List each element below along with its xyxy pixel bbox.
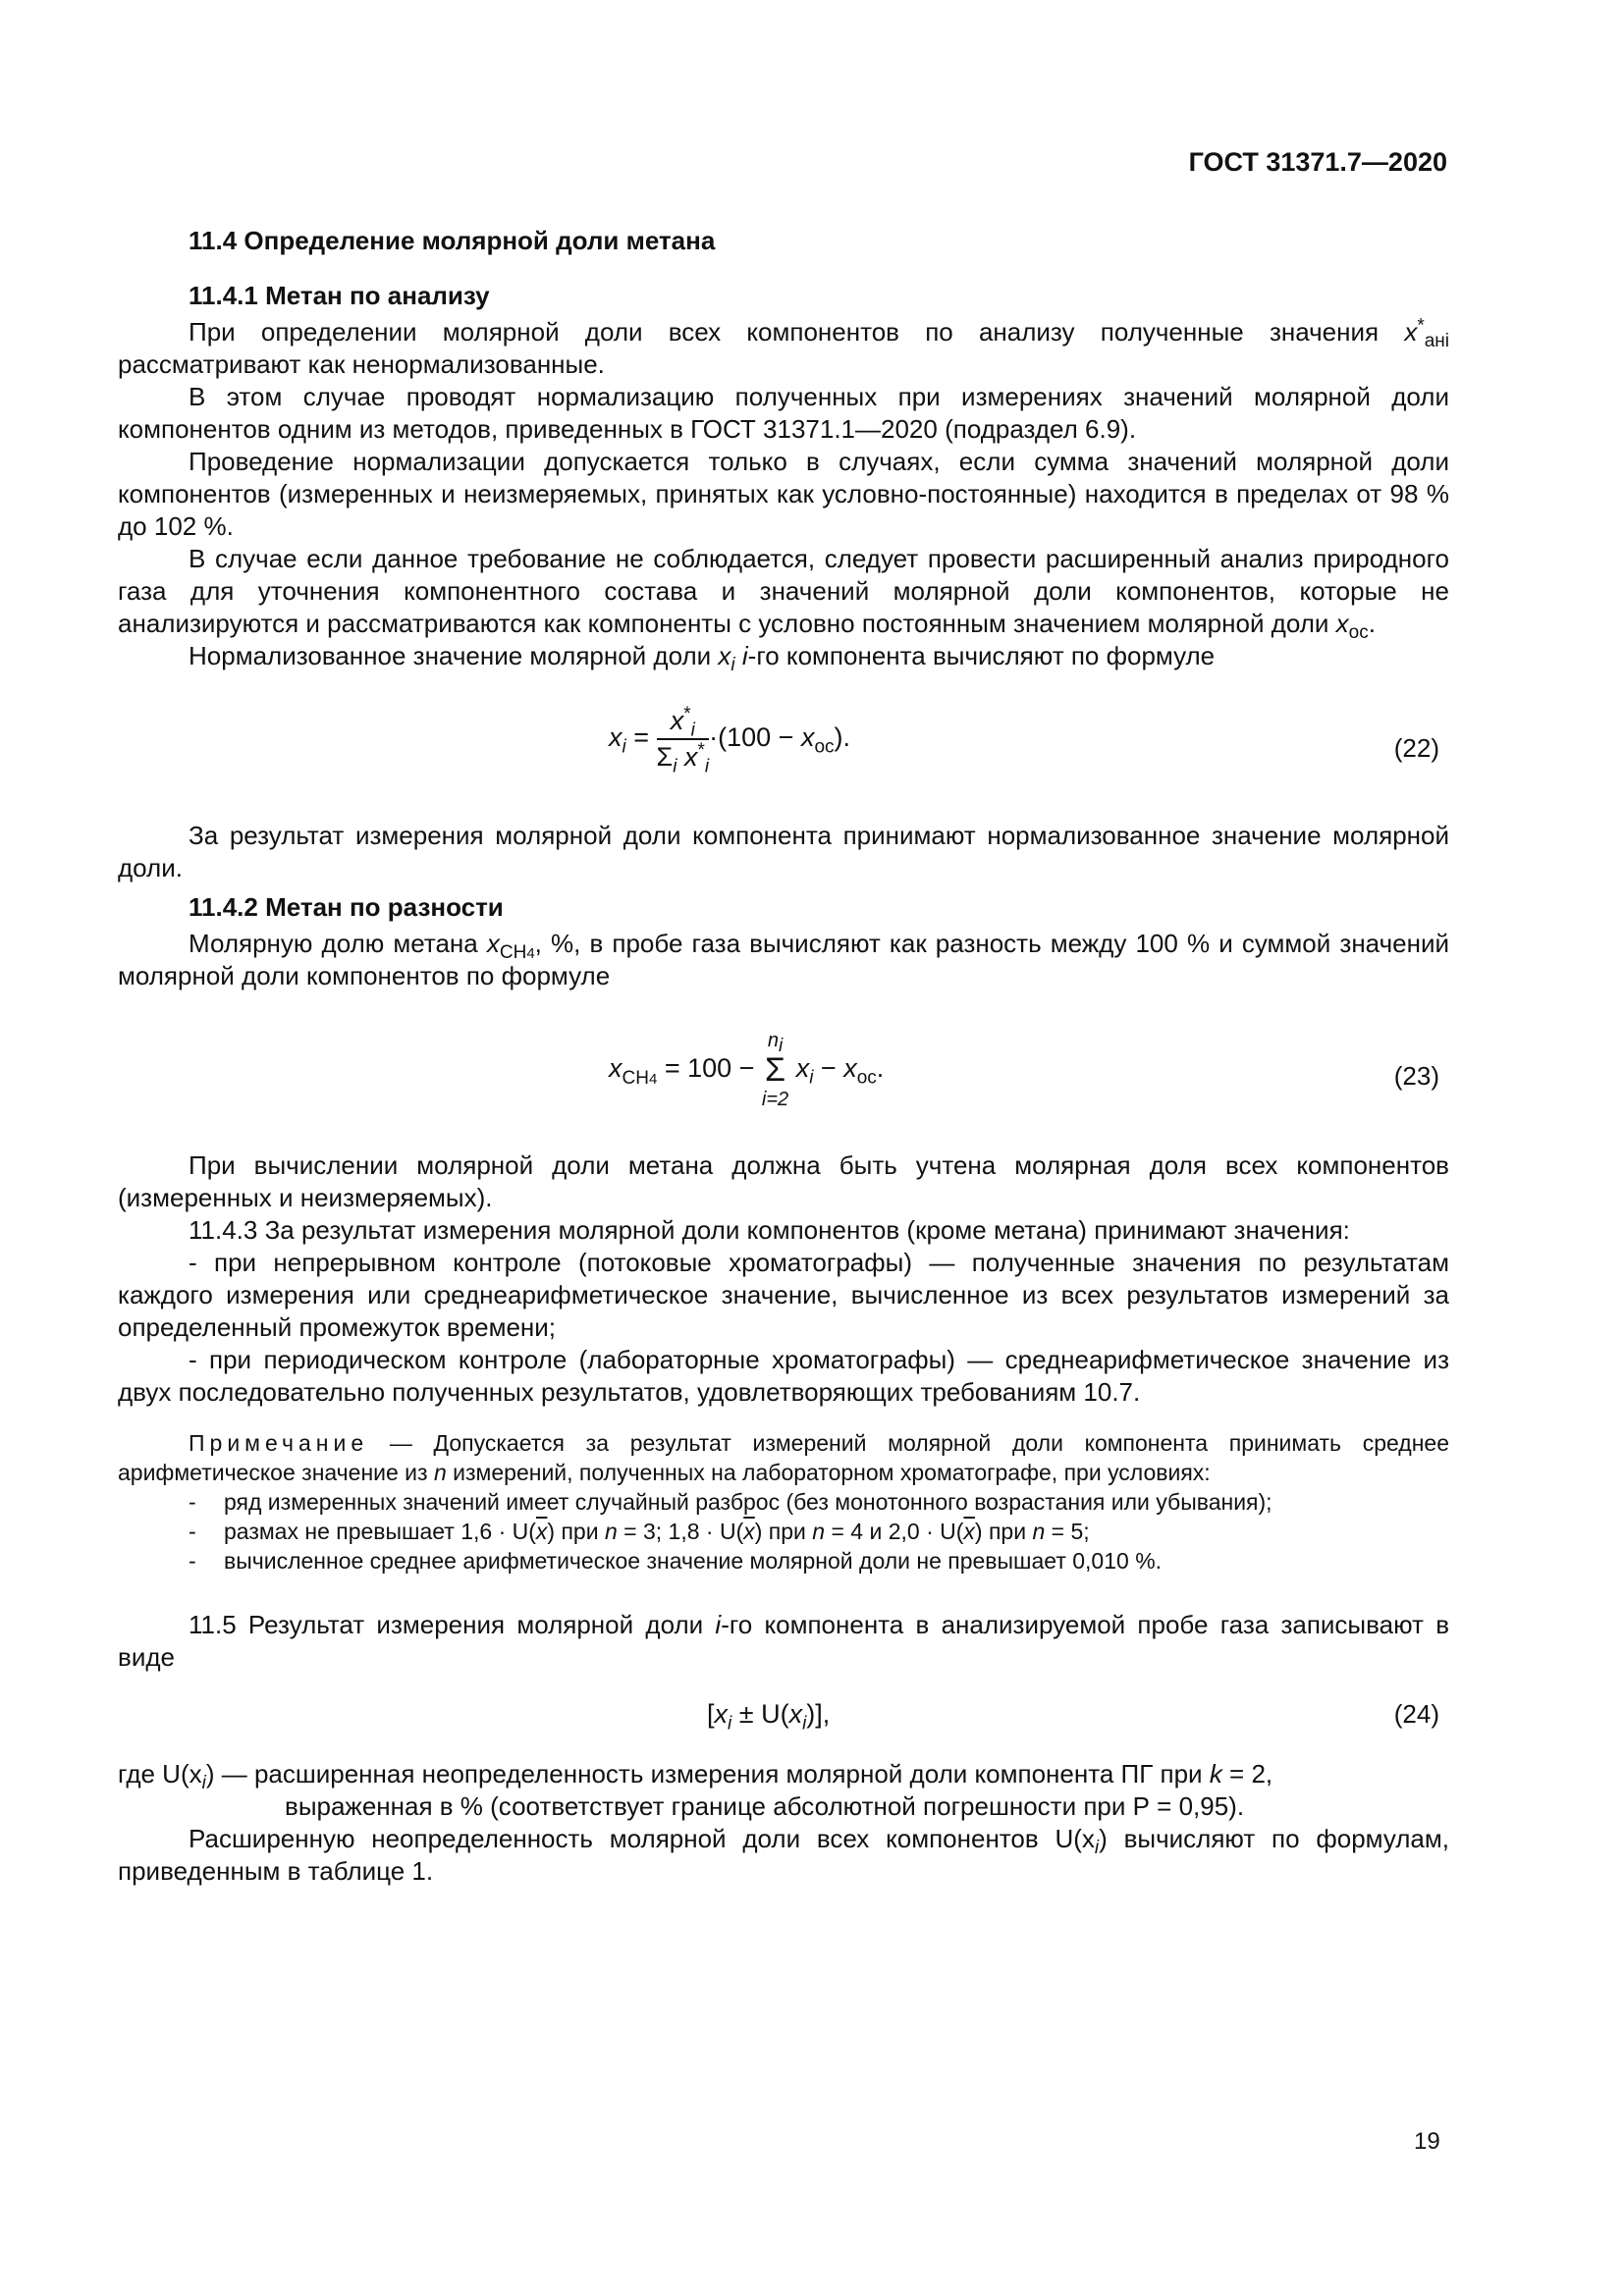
paragraph-result-normalized: За результат измерения молярной доли компонента принимают нормализованное значение молярной доли. — [118, 821, 1449, 882]
formula-24-number: (24) — [1393, 1699, 1439, 1729]
section-title-11-4: 11.4 Определение молярной доли метана — [189, 226, 716, 255]
formula-24 — [118, 1674, 1449, 1758]
paragraph-non-normalized: При определении молярной доли всех компонентов по анализу полученные значения $x^*_{анi}$ рассматривают как ненормализованные. — [118, 315, 1449, 379]
formula-23-sum: $n_i$ Σ i=2 — [761, 1030, 789, 1110]
note-item: - вычисленное среднее арифметическое значение молярной доли не превышает 0,010 %. — [189, 1548, 1163, 1574]
note-item: - размах не превышает $1,6 \cdot U(\overline{x})$ при n = 3; $1,8 \cdot U(\overline{x})$ при n = 4 и $2,0 \cdot U(\overline{x})$ при n = 5; — [189, 1519, 1090, 1544]
paragraph-11-5: 11.5 Результат измерения молярной доли i-го компонента в анализируемой пробе газа записывают в виде — [118, 1610, 1450, 1672]
subsection-title-11-4-1: 11.4.1 Метан по анализу — [189, 281, 490, 310]
note-item: - ряд измеренных значений имеет случайный разброс (без монотонного возрастания или убывания); — [189, 1489, 1272, 1515]
note-label: Примечание — [189, 1430, 369, 1456]
formula-24-expression: $[x_i \pm U(x_i)]$, — [707, 1699, 831, 1735]
paragraph-continuous-control: - при непрерывном контроле (потоковые хроматографы) — полученные значения по результатам каждого измерения или среднеарифметическое значение, вычисленное из всех результатов измерений за определенный промежуток времени; — [118, 1248, 1449, 1342]
formula-22-expression: $x_i$ = $\frac{x^*_i}{\Sigma_i x^*_i}$ $\cdot(100 - x_{ос})$. — [609, 704, 851, 777]
page-number: 19 — [1414, 2128, 1440, 2155]
paragraph-normalization-limits: Проведение нормализации допускается только в случаях, если сумма значений молярной доли компонентов (измеренных и неизмеряемых, принятых как условно-постоянные) находится в пределах от 98 % до 102 %. — [118, 447, 1449, 541]
standard-header: ГОСТ 31371.7—2020 — [1188, 147, 1447, 177]
paragraph-periodic-control: - при периодическом контроле (лабораторные хроматографы) — среднеарифметическое значение из двух последовательно полученных результатов, удовлетворяющих требованиям 10.7. — [118, 1345, 1449, 1407]
formula-23-number: (23) — [1393, 1061, 1439, 1091]
paragraph-extended-analysis: В случае если данное требование не соблюдается, следует провести расширенный анализ природного газа для уточнения компонентного состава и значений молярной доли компонентов, которые не анализируются и рассматриваются как компоненты с условно постоянным значением молярной доли $x_{ос}$. — [118, 544, 1449, 644]
subsection-title-11-4-2: 11.4.2 Метан по разности — [189, 892, 504, 922]
formula-23 — [118, 992, 1449, 1149]
note-block — [118, 1428, 1449, 1575]
page-content — [118, 224, 1449, 1888]
formula-22-number: (22) — [1393, 733, 1439, 763]
paragraph-11-4-3: 11.4.3 За результат измерения молярной доли компонентов (кроме метана) принимают значения: — [189, 1215, 1350, 1245]
paragraph-methane-difference: Молярную долю метана $x_{CH4}$, %, в пробе газа вычисляют как разность между 100 % и суммой значений молярной доли компонентов по формуле — [118, 929, 1449, 990]
note-text: Примечание — Допускается за результат измерений молярной доли компонента принимать среднее арифметическое значение из n измерений, полученных на лабораторном хроматографе, при условиях: — [118, 1430, 1449, 1485]
paragraph-expanded-uncertainty: Расширенную неопределенность молярной доли всех компонентов $U(x_i)$ вычисляют по формулам, приведенным в таблице 1. — [118, 1824, 1449, 1886]
paragraph-where-definition: где $U(x_i)$ — расширенная неопределенность измерения молярной доли компонента ПГ при k = 2, — [118, 1759, 1273, 1794]
formula-22 — [118, 672, 1449, 820]
formula-22-fraction: $\frac{x^*_i}{\Sigma_i x^*_i}$ — [656, 704, 710, 777]
paragraph-normalized-value: Нормализованное значение молярной доли $x_i$ i-го компонента вычисляют по формуле — [189, 641, 1216, 676]
formula-23-expression: $x_{CH4} = 100$ − $n_i$ Σ i=2 $x_i - x_{ос}$. — [609, 1030, 885, 1110]
paragraph-all-components: При вычислении молярной доли метана должна быть учтена молярная доля всех компонентов (измеренных и неизмеряемых). — [118, 1150, 1449, 1212]
paragraph-normalization-method: В этом случае проводят нормализацию полученных при измерениях значений молярной доли компонентов одним из методов, приведенных в ГОСТ 31371.1—2020 (подраздел 6.9). — [118, 382, 1449, 444]
paragraph-where-continuation: выраженная в % (соответствует границе абсолютной погрешности при Р = 0,95). — [285, 1791, 1245, 1821]
